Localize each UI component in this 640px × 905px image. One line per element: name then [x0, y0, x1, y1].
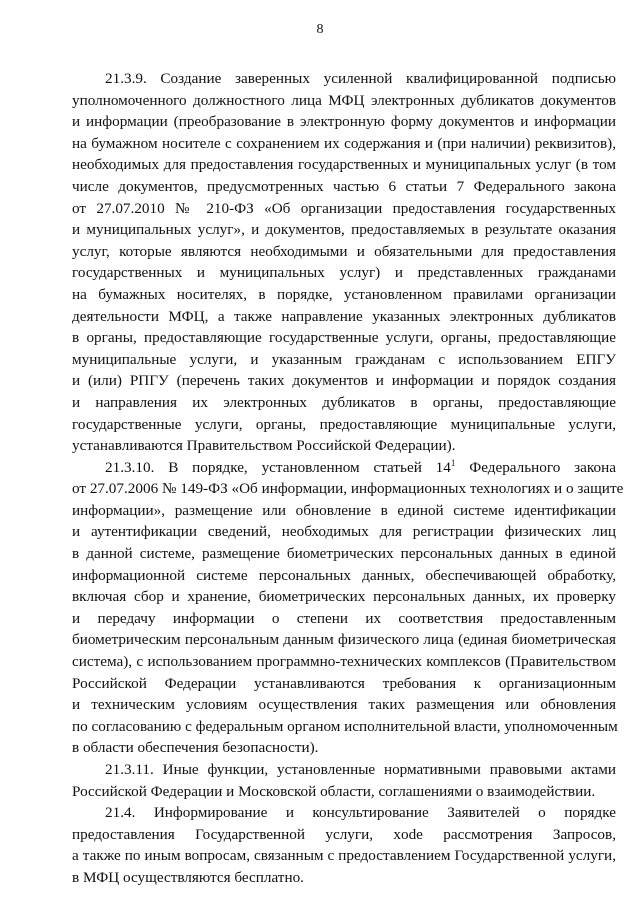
- text-line: 21.4. Информирование и консультирование Заявителей о порядке: [105, 804, 616, 822]
- page-number: 8: [316, 22, 324, 37]
- text-line: 21.3.11. Иные функции, установленные нормативными правовыми актами: [105, 761, 616, 778]
- text-line: биометрическим персональным данным физического лица (единая биометрическая: [72, 631, 616, 649]
- text-line: необходимых для предоставления государственных и муниципальных услуг (в том: [72, 156, 616, 174]
- text-line: уполномоченного должностного лица МФЦ электронных дубликатов документов: [72, 91, 616, 109]
- text-line: муниципальные услуги, и указанным гражданам с использованием ЕПГУ: [72, 350, 616, 368]
- text-line: и направления их электронных дубликатов в органы, предоставляющие: [72, 393, 616, 411]
- paragraph-21-3-9: [72, 68, 616, 457]
- text-line: предоставления Государственной услуги, хode рассмотрения Запросов,: [72, 825, 616, 843]
- text-line: и муниципальных услуг», и документов, предоставляемых в результате оказания: [72, 221, 616, 239]
- text-segment: Федерального закона: [455, 458, 616, 476]
- text-line: услуг, которые являются необходимыми и обязательными для предоставления: [72, 242, 616, 260]
- text-line: устанавливаются Правительством Российской Федерации).: [72, 437, 456, 455]
- paragraph-21-4: [72, 802, 616, 888]
- text-segment: 21.3.10. В порядке, установленном статьей 14: [105, 458, 451, 476]
- document-body: [72, 68, 624, 889]
- text-line: информации», размещение или обновление в единой системе идентификации: [72, 501, 616, 519]
- text-line: по согласованию с федеральным органом исполнительной власти, уполномоченным: [72, 717, 618, 735]
- text-line: от 27.07.2010 № 210-ФЗ «Об организации предоставления государственных: [72, 199, 616, 217]
- paragraph-21-3-10: [72, 457, 624, 759]
- text-line: информационной системе персональных данных, обеспечивающей обработку,: [72, 566, 616, 584]
- text-line: в данной системе, размещение биометрических персональных данных в единой: [72, 545, 616, 563]
- text-line-with-footnote: [72, 457, 616, 479]
- superscript-mark: 1: [450, 457, 456, 468]
- paragraph-21-3-11: [72, 759, 616, 802]
- text-line: на бумажных носителях, в порядке, установленном правилами организации: [72, 285, 616, 303]
- text-line: в МФЦ осуществляются бесплатно.: [72, 868, 304, 886]
- text-line: а также по иным вопросам, связанным с предоставлением Государственной услуги,: [72, 847, 616, 865]
- text-line: Российской Федерации и Московской области, соглашениями о взаимодействии.: [72, 782, 596, 800]
- text-line: государственные услуги, органы, предоставляющие муниципальные услуги,: [72, 415, 616, 433]
- text-line: система), с использованием программно-технических комплексов (Правительством: [72, 653, 616, 671]
- text-line: числе документов, предусмотренных частью 6 статьи 7 Федерального закона: [72, 177, 616, 195]
- text-line: в органы, предоставляющие государственные услуги, органы, предоставляющие: [72, 329, 616, 347]
- text-line: включая сбор и хранение, биометрических персональных данных, их проверку: [72, 588, 616, 606]
- text-line: и передачу информации о степени их соответствия предоставленным: [72, 609, 616, 627]
- text-line: от 27.07.2006 № 149-ФЗ «Об информации, информационных технологиях и о защите: [72, 480, 624, 498]
- text-line: в области обеспечения безопасности).: [72, 739, 319, 757]
- text-line: 21.3.9. Создание заверенных усиленной квалифицированной подписью: [105, 70, 616, 87]
- text-line: Российской Федерации устанавливаются требования к организационным: [72, 674, 616, 692]
- text-line: и (или) РПГУ (перечень таких документов и информации и порядок создания: [72, 372, 616, 390]
- text-line: и техническим условиям осуществления таких размещения или обновления: [72, 696, 616, 714]
- text-line: и информации (преобразование в электронную форму документов и информации: [72, 113, 616, 131]
- text-line: государственных и муниципальных услуг) и представленных гражданами: [72, 264, 616, 282]
- text-line: деятельности МФЦ, а также направление указанных электронных дубликатов: [72, 307, 616, 325]
- text-line: и аутентификации сведений, необходимых для регистрации физических лиц: [72, 523, 616, 541]
- text-line: на бумажном носителе с сохранением их содержания и (при наличии) реквизитов),: [72, 134, 616, 152]
